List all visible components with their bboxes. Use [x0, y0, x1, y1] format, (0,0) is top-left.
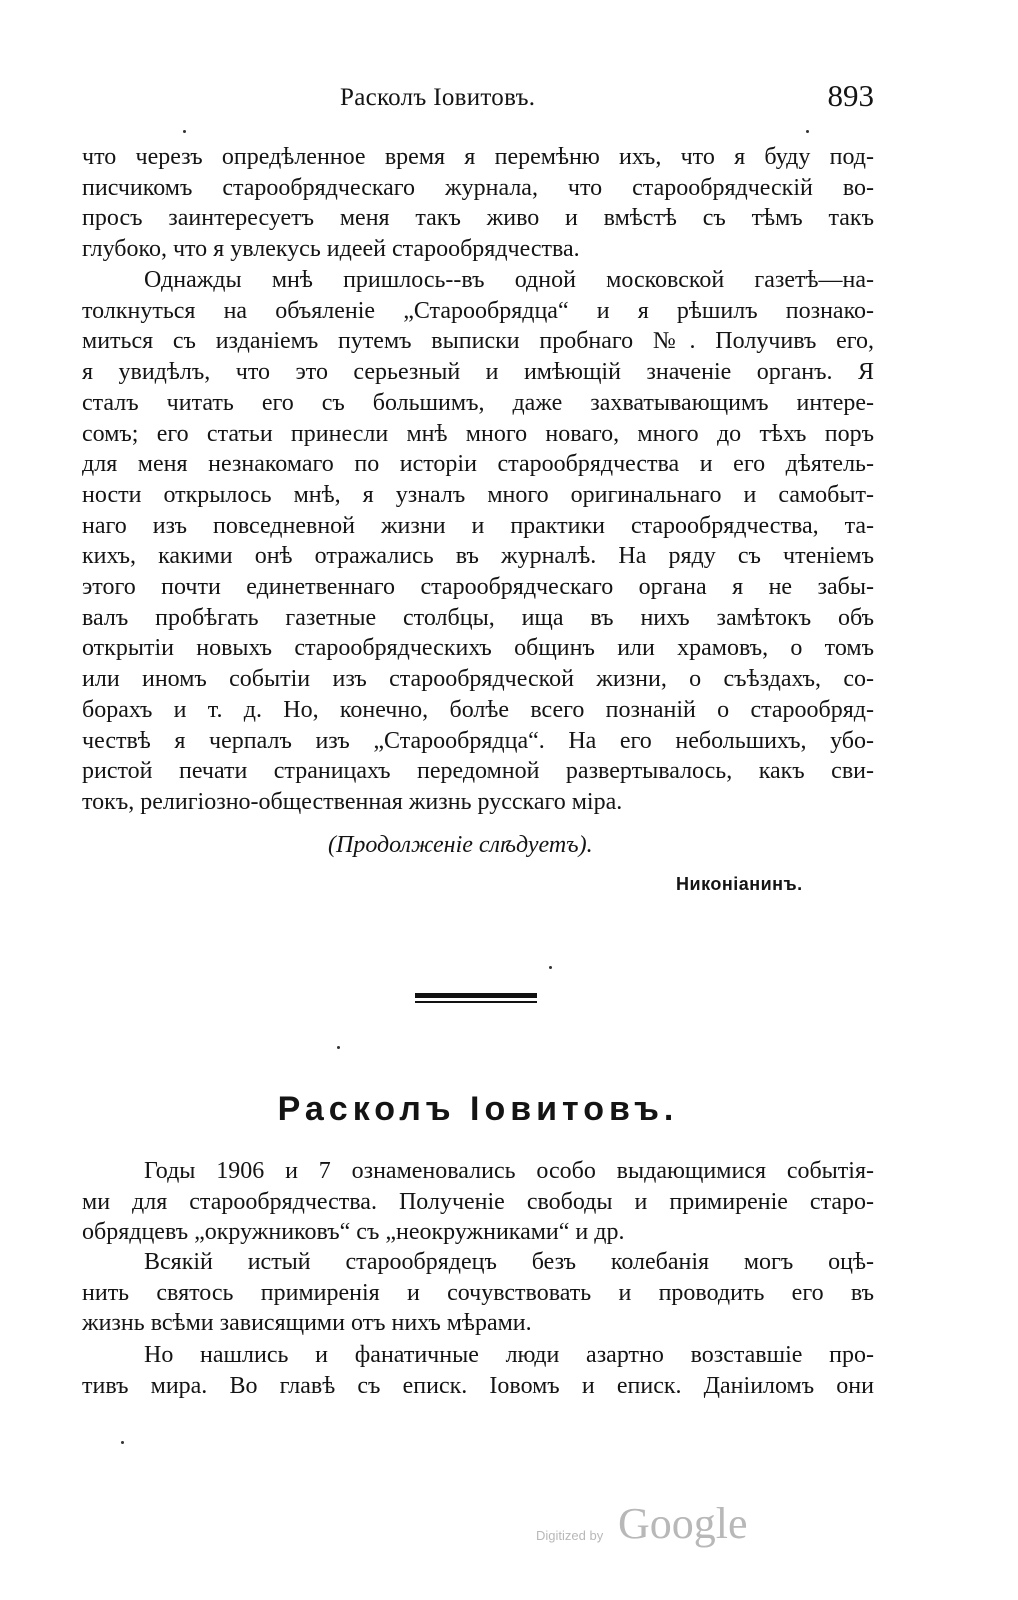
article-paragraph-2	[82, 1247, 874, 1339]
text-line: Но нашлись и фанатичные люди азартно возставшіе про-	[144, 1342, 874, 1368]
running-title: Расколъ Іовитовъ.	[340, 84, 536, 111]
article-title: Расколъ Іовитовъ.	[277, 1090, 679, 1128]
text-line: борахъ и т. д. Но, конечно, болѣе всего познаній о старообряд-	[82, 696, 874, 723]
text-line: Годы 1906 и 7 ознаменовались особо выдающимися событія-	[144, 1158, 874, 1184]
text-line: я увидѣлъ, что это серьезный и имѣющій значеніе органъ. Я	[82, 359, 874, 386]
page-number: 893	[827, 78, 874, 113]
scan-speck	[806, 130, 809, 133]
scan-speck	[121, 1441, 124, 1444]
text-line: просъ заинтересуетъ меня такъ живо и вмѣстѣ съ тѣмъ такъ	[82, 205, 874, 232]
scan-speck	[549, 966, 552, 969]
text-line: глубоко, что я увлекусь идеей старообрядчества.	[82, 236, 580, 263]
scan-speck	[183, 130, 186, 133]
text-line: чествѣ я черпалъ изъ „Старообрядца“. На его небольшихъ, убо-	[82, 727, 874, 754]
text-line: или иномъ событіи изъ старообрядческой жизни, о съѣздахъ, со-	[82, 666, 874, 693]
text-line: тивъ мира. Во главѣ съ еписк. Іовомъ и еписк. Даніиломъ они	[82, 1372, 874, 1399]
author-signature: Никоніанинъ.	[676, 874, 803, 894]
text-line: открытіи новыхъ старообрядческихъ общинъ или храмовъ, о томъ	[82, 635, 874, 662]
continued-note: (Продолженіе слѣдуетъ).	[328, 832, 593, 858]
section-divider-thin	[415, 1001, 537, 1003]
text-line: Однажды мнѣ пришлось--въ одной московской газетѣ—на-	[144, 267, 874, 293]
text-line: наго изъ повседневной жизни и практики старообрядчества, та-	[82, 512, 874, 539]
digitized-by-label: Digitized by	[536, 1528, 604, 1543]
prev-paragraph-2	[82, 265, 874, 818]
running-head	[82, 78, 874, 122]
text-line: сомъ; его статьи принесли мнѣ много новаго, много до тѣхъ поръ	[82, 420, 874, 447]
text-line: обрядцевъ „окружниковъ“ съ „неокружниками“ и др.	[82, 1219, 625, 1246]
article-paragraph-3	[82, 1340, 874, 1401]
text-line: нить святось примиренія и сочувствовать и проводить его въ	[82, 1279, 874, 1306]
text-line: ми для старообрядчества. Полученіе свободы и примиреніе старо-	[82, 1188, 874, 1215]
text-line: этого почти единетвеннаго старообрядческаго органа я не забы-	[82, 574, 874, 601]
section-divider	[415, 993, 537, 998]
text-line: что черезъ опредѣленное время я перемѣню ихъ, что я буду под-	[82, 144, 874, 170]
prev-paragraph-1	[82, 142, 874, 265]
text-line: писчикомъ старообрядческаго журнала, что старообрядческій во-	[82, 174, 874, 201]
text-line: миться съ изданіемъ путемъ выписки пробнаго №. Получивъ его,	[82, 328, 874, 355]
text-line: жизнь всѣми зависящими отъ нихъ мѣрами.	[82, 1310, 532, 1337]
text-line: валъ пробѣгать газетные столбцы, ища въ нихъ замѣтокъ объ	[82, 604, 874, 631]
text-line: Всякій истый старообрядецъ безъ колебанія могъ оцѣ-	[144, 1249, 874, 1275]
text-line: толкнуться на объяленіе „Старообрядца“ и я рѣшилъ познако-	[82, 297, 874, 324]
text-line: для меня незнакомаго по исторіи старообрядчества и его дѣятель-	[82, 451, 874, 478]
google-logo: Google	[618, 1499, 748, 1548]
scan-speck	[337, 1046, 340, 1049]
article-paragraph-1	[82, 1156, 874, 1248]
text-line: ристой печати страницахъ передомной развертывалось, какъ сви-	[82, 758, 874, 785]
text-line: кихъ, какими онѣ отражались въ журналѣ. На ряду съ чтеніемъ	[82, 543, 874, 570]
text-line: ности открылось мнѣ, я узналъ много оригинальнаго и самобыт-	[82, 481, 874, 508]
text-line: сталъ читать его съ большимъ, даже захватывающимъ интере-	[82, 389, 874, 416]
text-line: токъ, религіозно-общественная жизнь русскаго міра.	[82, 788, 623, 815]
